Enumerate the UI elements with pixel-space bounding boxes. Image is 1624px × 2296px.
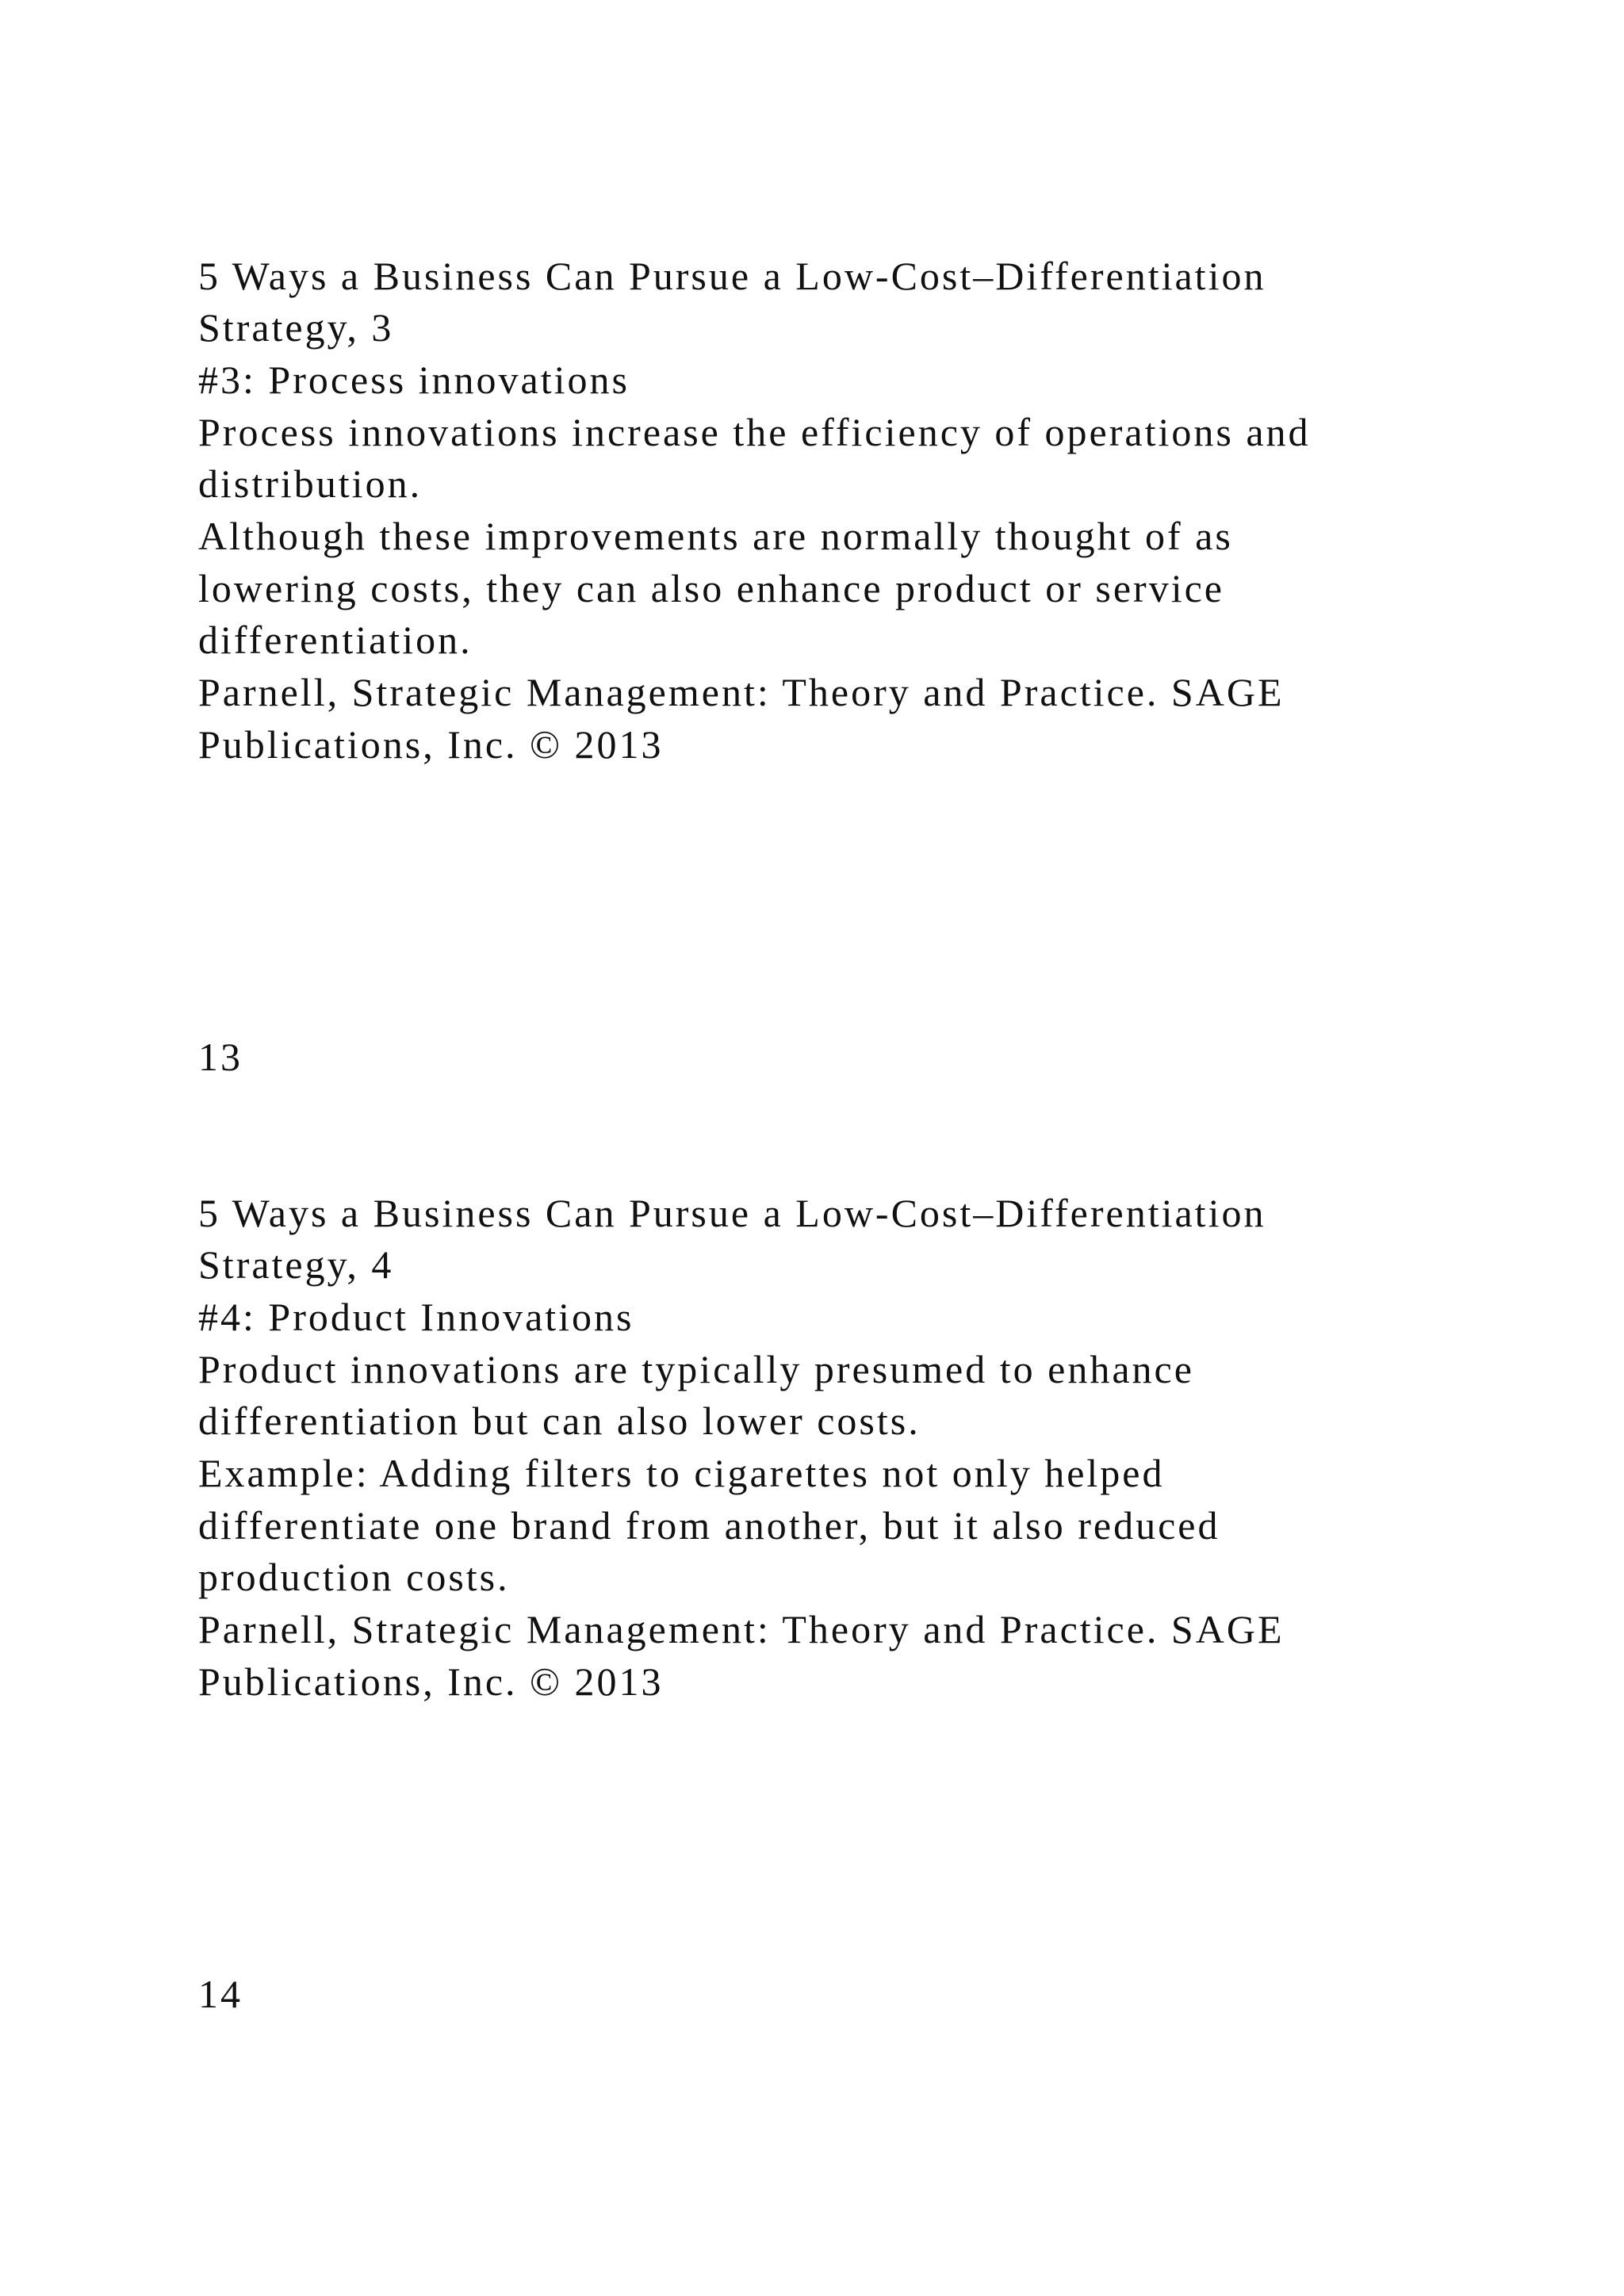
body-line: differentiation. — [198, 618, 473, 662]
citation-line: Publications, Inc. © 2013 — [198, 722, 664, 767]
body-line: lowering costs, they can also enhance product or service — [198, 566, 1224, 610]
body-line: differentiate one brand from another, but it also reduced — [198, 1503, 1220, 1548]
slide-title-continued: Strategy, 3 — [198, 305, 394, 350]
slide-title: 5 Ways a Business Can Pursue a Low-Cost–Differentiation — [198, 1191, 1266, 1235]
page-number: 14 — [198, 1972, 243, 2016]
body-line: Process innovations increase the efficiency of operations and — [198, 410, 1311, 454]
citation-line: Parnell, Strategic Management: Theory and Practice. SAGE — [198, 670, 1285, 714]
body-line: Although these improvements are normally thought of as — [198, 514, 1233, 558]
citation-line: Parnell, Strategic Management: Theory and Practice. SAGE — [198, 1607, 1285, 1651]
body-line: Example: Adding filters to cigarettes not only helped — [198, 1451, 1165, 1495]
body-line: differentiation but can also lower costs. — [198, 1399, 921, 1443]
body-line: production costs. — [198, 1555, 510, 1599]
body-line: Product innovations are typically presumed to enhance — [198, 1347, 1194, 1391]
slide-subheading: #3: Process innovations — [198, 358, 630, 402]
slide-subheading: #4: Product Innovations — [198, 1295, 634, 1339]
citation-line: Publications, Inc. © 2013 — [198, 1659, 664, 1704]
body-line: distribution. — [198, 461, 423, 506]
page-number: 13 — [198, 1035, 243, 1079]
slide-title: 5 Ways a Business Can Pursue a Low-Cost–Differentiation — [198, 254, 1266, 298]
slide-title-continued: Strategy, 4 — [198, 1242, 394, 1287]
